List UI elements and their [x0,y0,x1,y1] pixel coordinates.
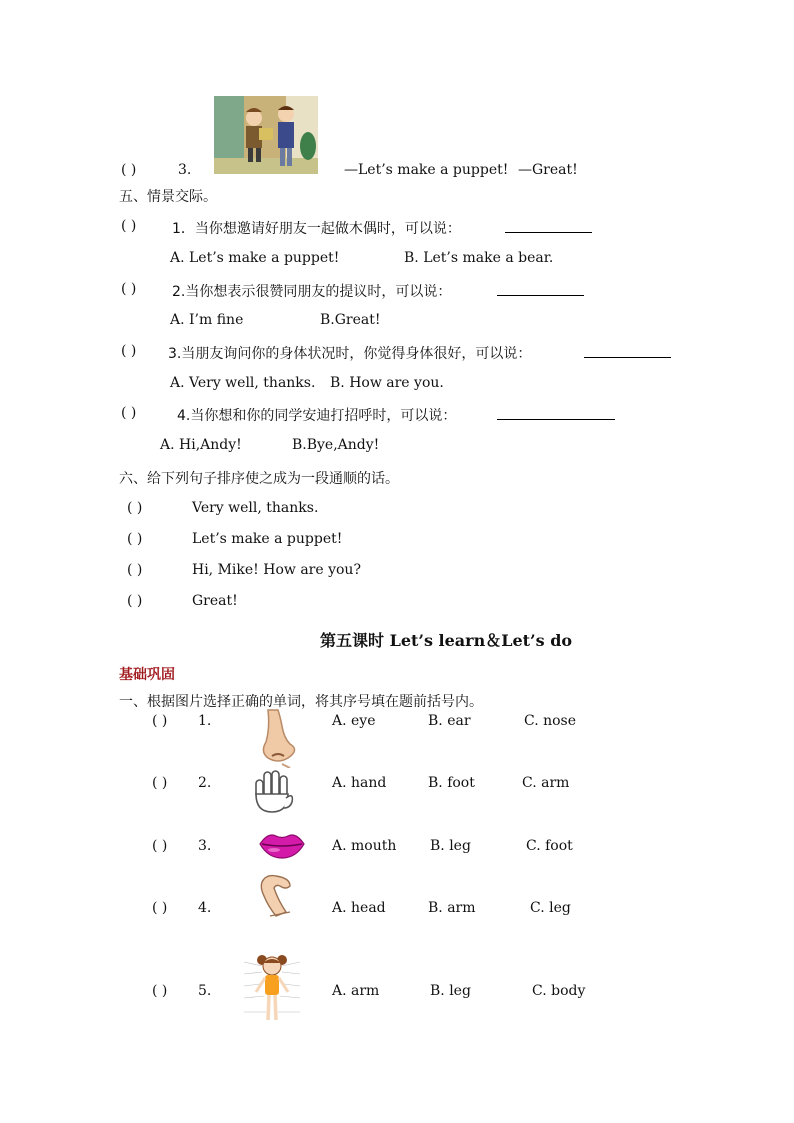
s5-q4-option-b: B.Bye,Andy! [292,437,380,453]
mouth-icon [258,830,306,860]
s5-q1-answer-blank[interactable] [505,218,592,233]
s1-item2-num: 2. [198,775,212,791]
s1-item1-option-a: A. eye [332,713,376,729]
s5-q2-option-b: B.Great! [320,312,381,328]
s5-q3-paren: ( ) [121,343,137,359]
s5-q4-paren: ( ) [121,405,137,421]
s1-item1-paren: ( ) [152,713,168,729]
s1-item4-option-b: B. arm [428,900,476,916]
s1-item4-option-c: C. leg [530,900,571,916]
s1-item3-num: 3. [198,838,212,854]
arm-icon [256,872,298,918]
basic-heading: 基础巩固 [119,667,175,683]
s1-item5-num: 5. [198,983,212,999]
s1-item3-option-a: A. mouth [332,838,397,854]
s1-item3-option-b: B. leg [430,838,471,854]
s5-q3-option-a: A. Very well, thanks. [170,375,316,391]
s5-q2-stem: 2.当你想表示很赞同朋友的提议时，可以说： [172,284,452,300]
s5-q2-option-a: A. I’m fine [170,312,244,328]
top-item-dialog-2: —Great! [518,162,578,178]
s5-q2-answer-blank[interactable] [497,281,584,296]
s1-item1-option-c: C. nose [524,713,577,729]
s5-q3-stem: 3.当朋友询问你的身体状况时，你觉得身体很好，可以说： [168,346,532,362]
lesson-title: 第五课时 Let’s learn＆Let’s do [320,631,573,650]
s6-item1-text: Very well, thanks. [192,500,319,516]
s1-item4-option-a: A. head [332,900,386,916]
s5-q1-option-a: A. Let’s make a puppet! [170,250,340,266]
s5-q1-stem: 1．当你想邀请好朋友一起做木偶时，可以说： [172,221,461,237]
s5-q3-answer-blank[interactable] [584,343,671,358]
s1-item5-option-a: A. arm [332,983,380,999]
s5-q4-option-a: A. Hi,Andy! [160,437,242,453]
hand-icon [250,768,294,814]
s6-item4-paren: ( ) [127,593,143,609]
s1-item2-option-c: C. arm [522,775,570,791]
s5-q1-paren: ( ) [121,218,137,234]
s5-q1-option-b: B. Let’s make a bear. [404,250,554,266]
s1-item2-option-a: A. hand [332,775,387,791]
top-item-number: 3. [178,162,192,178]
s6-item3-text: Hi, Mike! How are you? [192,562,361,578]
puppet-scene-picture [214,96,318,174]
s5-q2-paren: ( ) [121,281,137,297]
s5-q3-option-b: B. How are you. [330,375,444,391]
s1-item4-num: 4. [198,900,212,916]
s1-item1-option-b: B. ear [428,713,471,729]
s6-item4-text: Great! [192,593,238,609]
nose-icon [256,708,306,768]
s5-q4-answer-blank[interactable] [497,405,615,420]
s1-item2-paren: ( ) [152,775,168,791]
s1-item5-paren: ( ) [152,983,168,999]
s1-item2-option-b: B. foot [428,775,475,791]
s1-item4-paren: ( ) [152,900,168,916]
s1-item3-option-c: C. foot [526,838,573,854]
section6-heading: 六、给下列句子排序使之成为一段通顺的话。 [119,471,399,487]
s6-item1-paren: ( ) [127,500,143,516]
s6-item2-text: Let’s make a puppet! [192,531,343,547]
s1-item3-paren: ( ) [152,838,168,854]
s6-item2-paren: ( ) [127,531,143,547]
s6-item3-paren: ( ) [127,562,143,578]
s5-q4-stem: 4.当你想和你的同学安迪打招呼时，可以说： [177,408,457,424]
top-item-dialog-1: —Let’s make a puppet! [344,162,509,178]
section5-heading: 五、情景交际。 [119,189,217,205]
body-icon [240,952,304,1026]
s1-item1-num: 1. [198,713,212,729]
top-item-paren: ( ) [121,162,137,178]
s1-item5-option-c: C. body [532,983,586,999]
s1-item5-option-b: B. leg [430,983,471,999]
section1-heading: 一、根据图片选择正确的单词，将其序号填在题前括号内。 [119,694,483,710]
